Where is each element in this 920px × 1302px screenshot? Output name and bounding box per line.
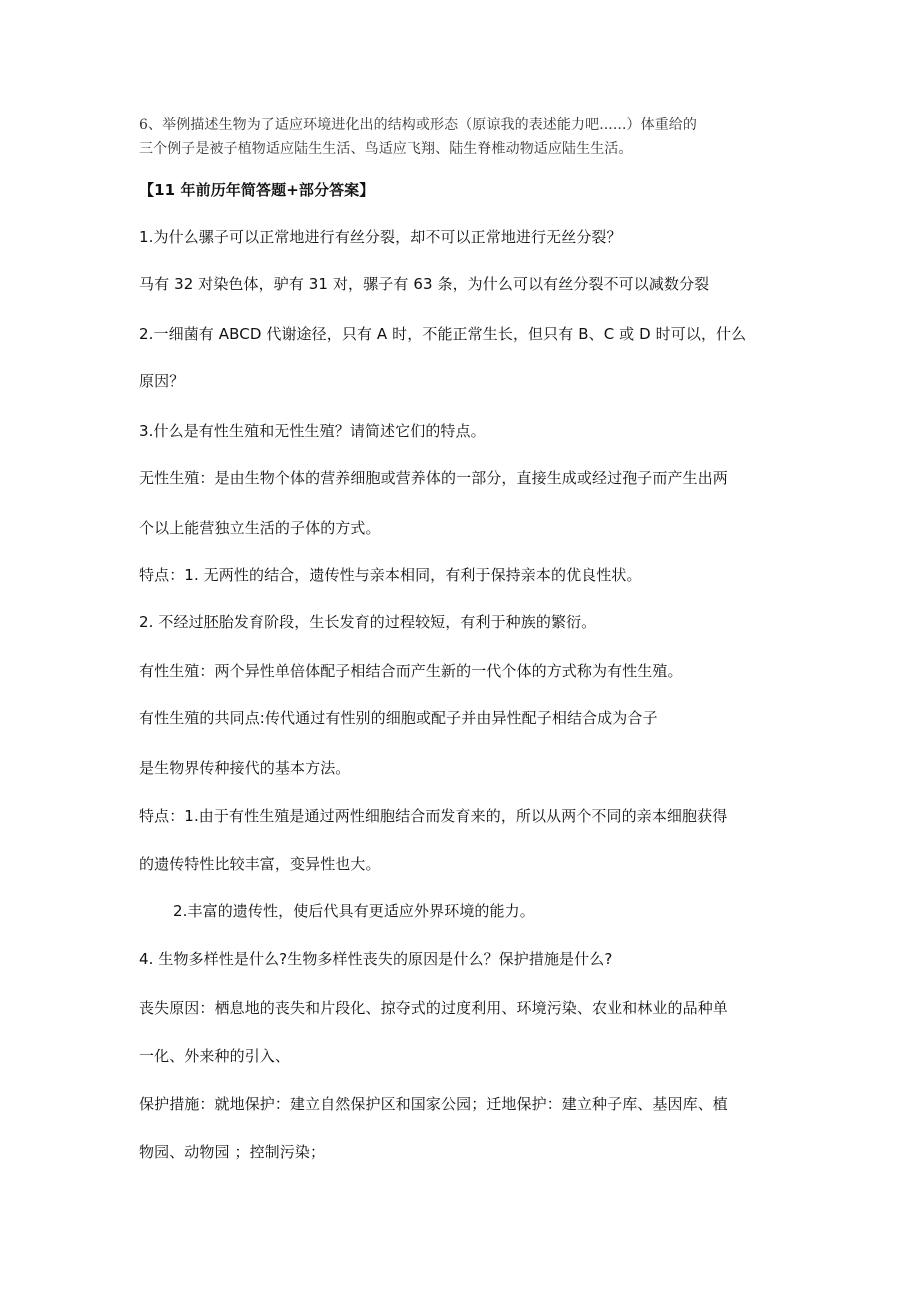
section-heading: 【11 年前历年简答题+部分答案】 <box>139 181 375 199</box>
question-line: 1.为什么骡子可以正常地进行有丝分裂，却不可以正常地进行无丝分裂？ <box>139 228 622 246</box>
answer-line: 的遗传特性比较丰富，变异性也大。 <box>139 855 381 873</box>
answer-line: 无性生殖：是由生物个体的营养细胞或营养体的一部分，直接生成或经过孢子而产生出两 <box>139 469 728 487</box>
answer-line: 特点：1. 无两性的结合，遗传性与亲本相同，有利于保持亲本的优良性状。 <box>139 566 642 584</box>
question-line: 原因？ <box>139 372 185 390</box>
answer-line: 是生物界传种接代的基本方法。 <box>139 759 351 777</box>
answer-line: 个以上能营独立生活的子体的方式。 <box>139 519 381 537</box>
paragraph-line: 6、举例描述生物为了适应环境进化出的结构或形态（原谅我的表述能力吧......）体重给的 <box>139 117 698 133</box>
answer-line: 特点：1.由于有性生殖是通过两性细胞结合而发育来的，所以从两个不同的亲本细胞获得 <box>139 807 728 825</box>
paragraph-line: 三个例子是被子植物适应陆生生活、鸟适应飞翔、陆生脊椎动物适应陆生生活。 <box>139 141 633 157</box>
answer-line: 有性生殖：两个异性单倍体配子相结合而产生新的一代个体的方式称为有性生殖。 <box>139 662 683 680</box>
question-line: 3.什么是有性生殖和无性生殖？请简述它们的特点。 <box>139 422 486 440</box>
question-line: 2.一细菌有 ABCD 代谢途径，只有 A 时，不能正常生长，但只有 B、C 或 D 时可以，什么 <box>139 325 747 343</box>
answer-line: 物园、动物园 ；控制污染； <box>139 1143 326 1161</box>
answer-line: 一化、外来种的引入、 <box>139 1047 291 1065</box>
answer-line: 2.丰富的遗传性，使后代具有更适应外界环境的能力。 <box>173 902 535 920</box>
answer-line: 马有 32 对染色体，驴有 31 对，骡子有 63 条，为什么可以有丝分裂不可以减数分裂 <box>139 275 710 293</box>
answer-line: 丧失原因：栖息地的丧失和片段化、掠夺式的过度利用、环境污染、农业和林业的品种单 <box>139 999 728 1017</box>
answer-line: 2. 不经过胚胎发育阶段，生长发育的过程较短，有利于种族的繁衍。 <box>139 613 597 631</box>
answer-line: 保护措施：就地保护：建立自然保护区和国家公园；迁地保护：建立种子库、基因库、植 <box>139 1095 728 1113</box>
question-line: 4. 生物多样性是什么?生物多样性丧失的原因是什么？保护措施是什么? <box>139 950 613 968</box>
answer-line: 有性生殖的共同点:传代通过有性别的细胞或配子并由异性配子相结合成为合子 <box>139 709 658 727</box>
